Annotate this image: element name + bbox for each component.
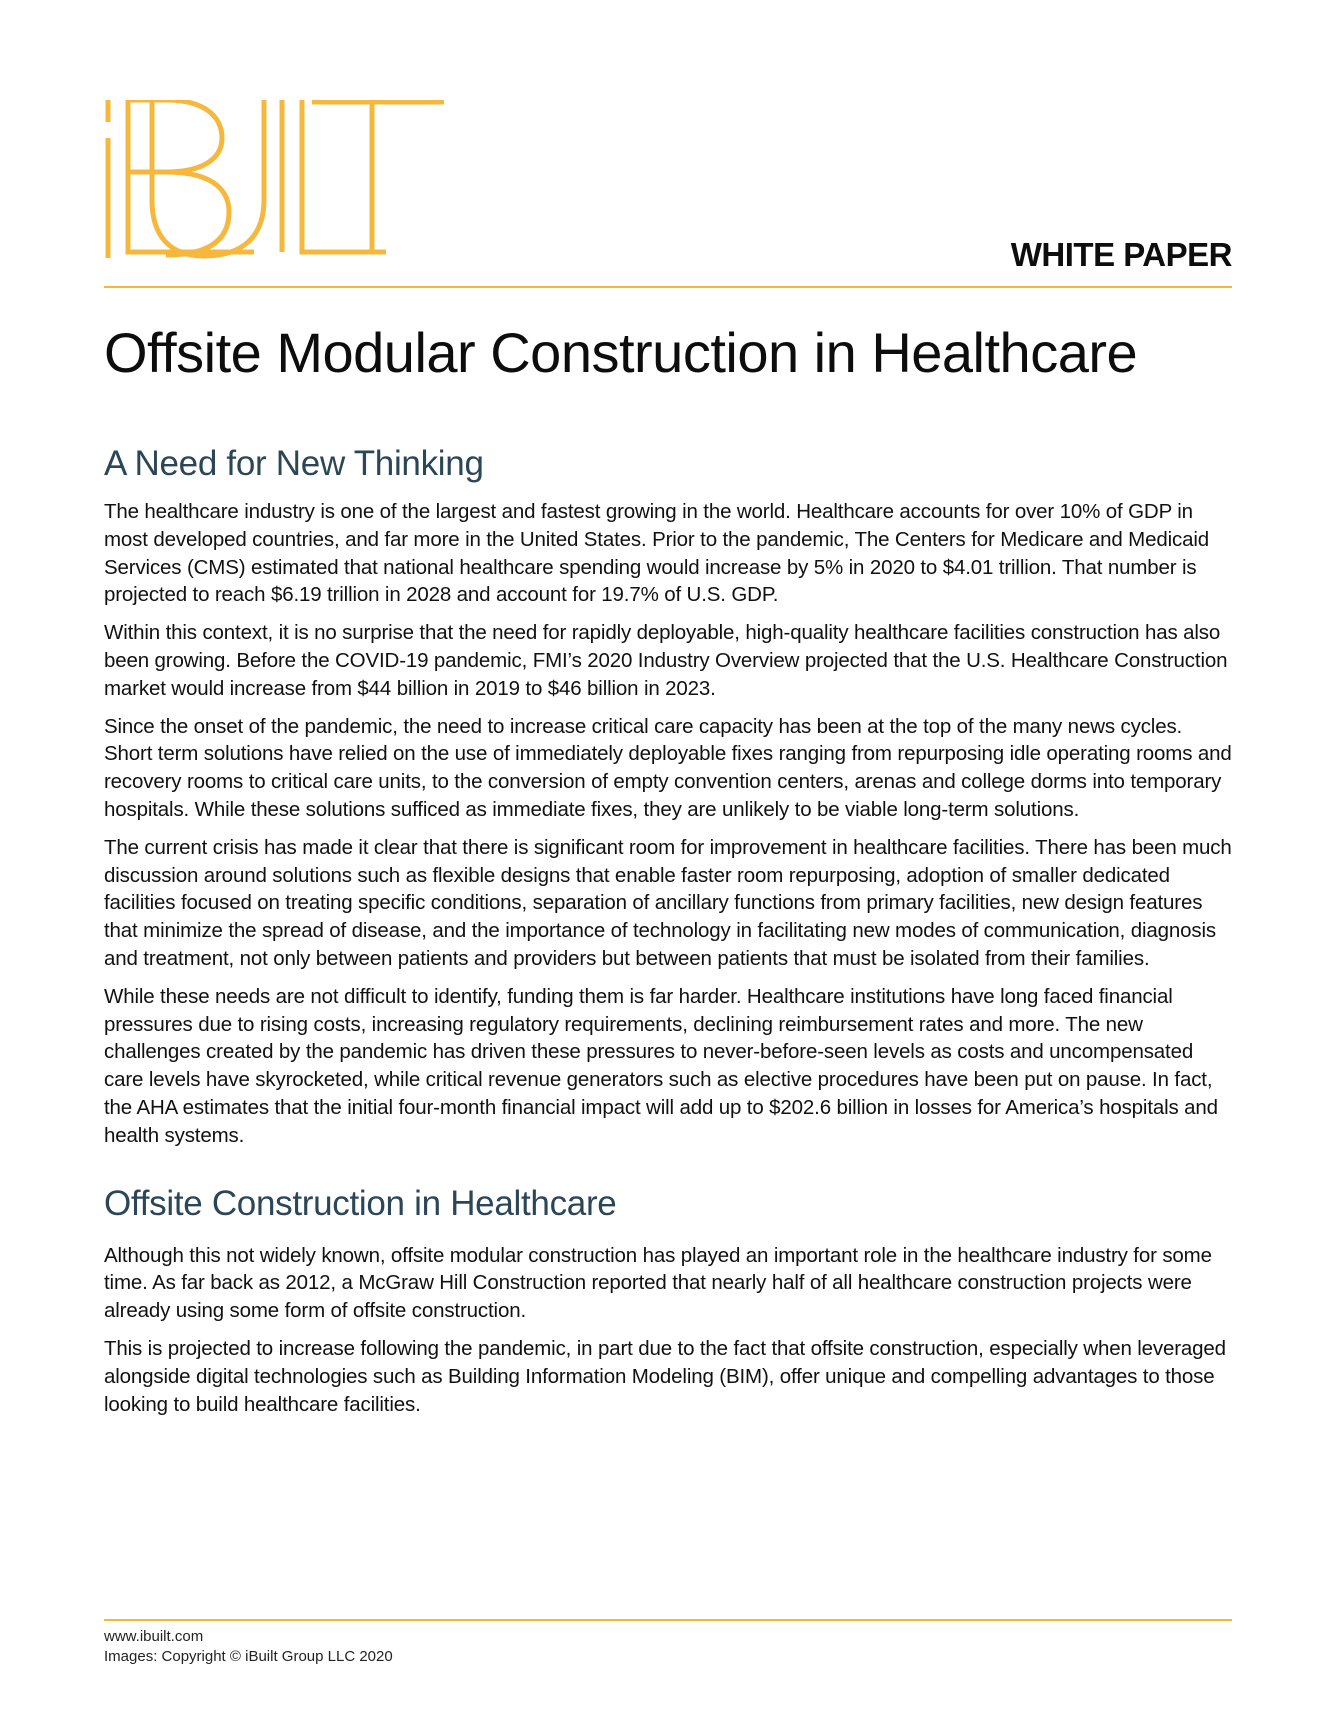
section-heading: Offsite Construction in Healthcare <box>104 1183 617 1223</box>
document-body <box>104 440 1232 1428</box>
paragraph: While these needs are not difficult to identify, funding them is far harder. Healthcare institutions have long faced financial pressures due to rising costs, increasing regulatory requirements, declining reimbursement rates and more. The new challenges created by the pandemic has driven these pressures to never-before-seen levels as costs and uncompensated care levels have skyrocketed, while critical revenue generators such as elective procedures have been put on pause. In fact, the AHA estimates that the initial four-month financial impact will add up to $202.6 billion in losses for America’s hospitals and health systems. <box>104 984 1218 1147</box>
document-type-label: WHITE PAPER <box>1010 236 1232 273</box>
ibuilt-logo <box>104 100 444 266</box>
copyright-notice: Images: Copyright © iBuilt Group LLC 2020 <box>104 1648 393 1665</box>
footer-divider <box>104 1619 1232 1621</box>
header-divider <box>104 286 1232 288</box>
section-heading: A Need for New Thinking <box>104 444 484 483</box>
paragraph: Although this not widely known, offsite modular construction has played an important role in the healthcare industry for some time. As far back as 2012, a McGraw Hill Construction reported that nearly half of all healthcare construction projects were already using some form of offsite construction. <box>104 1243 1212 1323</box>
footer <box>104 1627 393 1667</box>
paragraph: The healthcare industry is one of the largest and fastest growing in the world. Healthcare accounts for over 10% of GDP in most developed countries, and far more in the United States. Prior to the pandemic, The Centers for Medicare and Medicaid Services (CMS) estimated that national healthcare spending would increase by 5% in 2020 to $4.01 trillion. That number is projected to reach $6.19 trillion in 2028 and account for 19.7% of U.S. GDP. <box>104 500 1210 607</box>
paragraph: Since the onset of the pandemic, the need to increase critical care capacity has been at the top of the many news cycles. Short term solutions have relied on the use of immediately deployable fixes ranging from repurposing idle operating rooms and recovery rooms to critical care units, to the conversion of empty convention centers, arenas and college dorms into temporary hospitals. While these solutions sufficed as immediate fixes, they are unlikely to be viable long-term solutions. <box>104 714 1232 821</box>
page-title: Offsite Modular Construction in Healthcare <box>104 321 1138 384</box>
website-link[interactable]: www.ibuilt.com <box>104 1628 204 1645</box>
paragraph: The current crisis has made it clear that there is significant room for improvement in healthcare facilities. There has been much discussion around solutions such as flexible designs that enable faster room repurposing, adoption of smaller dedicated facilities focused on treating specific conditions, separation of ancillary functions from primary facilities, new design features that minimize the spread of disease, and the importance of technology in facilitating new modes of communication, diagnosis and treatment, not only between patients and providers but between patients that must be isolated from their families. <box>104 835 1232 970</box>
paragraph: Within this context, it is no surprise that the need for rapidly deployable, high-quality healthcare facilities construction has also been growing. Before the COVID-19 pandemic, FMI’s 2020 Industry Overview projected that the U.S. Healthcare Construction market would increase from $44 billion in 2019 to $46 billion in 2023. <box>104 621 1228 700</box>
paragraph: This is projected to increase following the pandemic, in part due to the fact that offsite construction, especially when leveraged alongside digital technologies such as Building Information Modeling (BIM), offer unique and compelling advantages to those looking to build healthcare facilities. <box>104 1336 1226 1416</box>
